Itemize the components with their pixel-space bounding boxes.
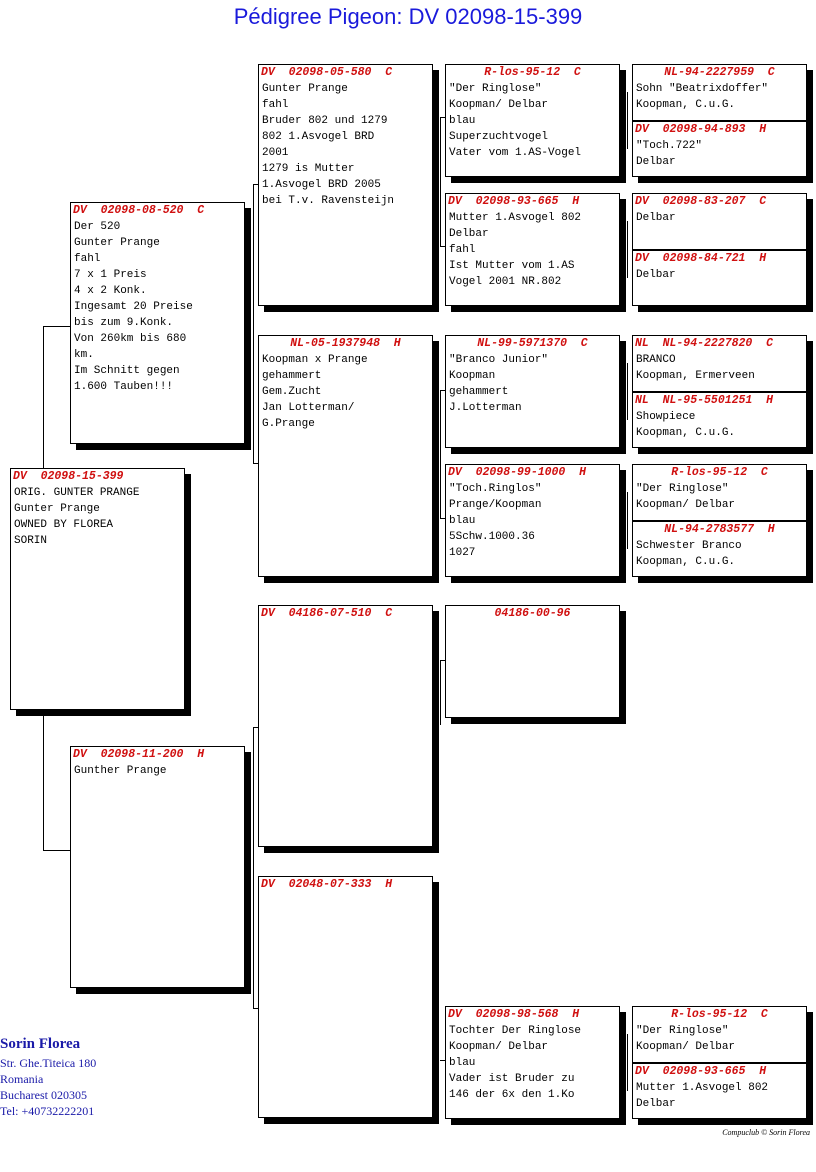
info-line: 5Schw.1000.36 (449, 531, 535, 543)
owner-address-line: Bucharest 020305 (0, 1088, 87, 1102)
info-line: J.Lotterman (449, 402, 522, 414)
info-line: Von 260km bis 680 (74, 333, 187, 345)
info-line: "Toch.Ringlos" (449, 483, 542, 495)
info-line: Koopman, C.u.G. (636, 427, 736, 439)
credit-footer: Compuclub © Sorin Florea (722, 1128, 810, 1137)
info-line: Koopman, C.u.G. (636, 556, 736, 568)
info-line: Gunter Prange (262, 83, 348, 95)
info-line: Gunter Prange (74, 237, 160, 249)
ring-number: DV 02098-08-520 C (73, 204, 205, 217)
card-body (259, 81, 432, 209)
card-body (71, 763, 244, 779)
info-line: fahl (74, 253, 101, 265)
pedigree-card-ddds (632, 1006, 807, 1063)
card-body (71, 219, 244, 395)
card-body (11, 485, 184, 549)
info-line: Vader ist Bruder zu (449, 1073, 575, 1085)
info-line: Ingesamt 20 Preise (74, 301, 193, 313)
connector (43, 850, 71, 851)
info-line: Tochter Der Ringlose (449, 1025, 582, 1037)
ring-number: DV 02098-93-665 H (635, 1065, 767, 1078)
ring-number: DV 04186-07-510 C (261, 607, 393, 620)
connector (43, 709, 44, 851)
ring-number: DV 02098-11-200 H (73, 748, 205, 761)
info-line: Im Schnitt gegen (74, 365, 180, 377)
info-line: Koopman/ Delbar (636, 1041, 736, 1053)
info-line: 1.600 Tauben!!! (74, 381, 174, 393)
info-line: 4 x 2 Konk. (74, 285, 147, 297)
pedigree-card-sdds (632, 464, 807, 521)
ring-number: R-los-95-12 C (484, 66, 581, 79)
info-line: Gunter Prange (14, 503, 100, 515)
pedigree-card-dss (445, 605, 620, 718)
connector (43, 326, 44, 469)
connector (253, 727, 254, 1009)
ring-number: NL NL-94-2227820 C (635, 337, 774, 350)
ring-number: NL-94-2783577 H (664, 523, 775, 536)
ring-number: DV 02098-05-580 C (261, 66, 393, 79)
card-body (446, 352, 619, 416)
ring-number: DV 02098-84-721 H (635, 252, 767, 265)
info-line: G.Prange (262, 418, 315, 430)
card-body (446, 81, 619, 161)
info-line: Superzuchtvogel (449, 131, 549, 143)
pedigree-card-ssss (632, 64, 807, 121)
card-body (446, 1023, 619, 1103)
info-line: Koopman x Prange (262, 354, 368, 366)
ring-number: NL NL-95-5501251 H (635, 394, 774, 407)
pedigree-card-subject (10, 468, 185, 710)
info-line: Mutter 1.Asvogel 802 (449, 212, 582, 224)
info-line: ORIG. GUNTER PRANGE (14, 487, 140, 499)
info-line: Koopman (449, 370, 496, 382)
info-line: Koopman/ Delbar (636, 499, 736, 511)
pedigree-card-sdss (632, 335, 807, 392)
card-body (446, 210, 619, 290)
info-line: SORIN (14, 535, 48, 547)
pedigree-card-sdsd (632, 392, 807, 448)
info-line: Delbar (449, 228, 489, 240)
pedigree-card-sss (445, 64, 620, 177)
info-line: Delbar (636, 269, 676, 281)
card-body (446, 481, 619, 561)
info-line: "Der Ringlose" (449, 83, 542, 95)
pedigree-card-dam-sire (258, 605, 433, 847)
ring-number: R-los-95-12 C (671, 1008, 768, 1021)
ring-number: DV 02098-93-665 H (448, 195, 580, 208)
pedigree-card-dddd (632, 1063, 807, 1119)
info-line: fahl (449, 244, 476, 256)
info-line: Koopman/ Delbar (449, 1041, 549, 1053)
info-line: Vogel 2001 NR.802 (449, 276, 562, 288)
pedigree-card-ddd (445, 1006, 620, 1119)
connector (440, 117, 441, 247)
info-line: Showpiece (636, 411, 696, 423)
info-line: OWNED BY FLOREA (14, 519, 114, 531)
info-line: gehammert (449, 386, 509, 398)
ring-number: R-los-95-12 C (671, 466, 768, 479)
ring-number: DV 02098-99-1000 H (448, 466, 587, 479)
info-line: 7 x 1 Preis (74, 269, 147, 281)
pedigree-card-sssd (632, 121, 807, 177)
info-line: bis zum 9.Konk. (74, 317, 174, 329)
connector (627, 1034, 628, 1091)
pedigree-card-ssds (632, 193, 807, 250)
info-line: fahl (262, 99, 289, 111)
connector (440, 390, 441, 519)
info-line: Koopman/ Delbar (449, 99, 549, 111)
ring-number: DV 02098-15-399 (13, 470, 124, 483)
info-line: 802 1.Asvogel BRD (262, 131, 375, 143)
info-line: Koopman, Ermerveen (636, 370, 755, 382)
pedigree-card-sdd (445, 464, 620, 577)
info-line: blau (449, 115, 476, 127)
ring-number: NL-99-5971370 C (477, 337, 588, 350)
info-line: "Branco Junior" (449, 354, 549, 366)
owner-address-line: Romania (0, 1072, 44, 1086)
connector (627, 363, 628, 420)
ring-number: NL-05-1937948 H (290, 337, 401, 350)
info-line: Delbar (636, 1098, 676, 1110)
connector (43, 326, 71, 327)
ring-number: DV 02048-07-333 H (261, 878, 393, 891)
info-line: km. (74, 349, 94, 361)
info-line: 2001 (262, 147, 289, 159)
info-line: blau (449, 515, 476, 527)
info-line: Schwester Branco (636, 540, 742, 552)
info-line: Vater vom 1.AS-Vogel (449, 147, 582, 159)
info-line: Ist Mutter vom 1.AS (449, 260, 575, 272)
pedigree-card-sire-sire (258, 64, 433, 306)
connector (253, 184, 254, 464)
pedigree-card-ssd (445, 193, 620, 306)
info-line: Bruder 802 und 1279 (262, 115, 388, 127)
info-line: "Der Ringlose" (636, 1025, 729, 1037)
connector (627, 221, 628, 278)
info-line: bei T.v. Ravensteijn (262, 195, 395, 207)
pedigree-card-sds (445, 335, 620, 448)
connector (627, 492, 628, 549)
owner-phone: Tel: +40732222201 (0, 1104, 95, 1118)
info-line: 1279 is Mutter (262, 163, 355, 175)
info-line: "Der Ringlose" (636, 483, 729, 495)
pedigree-card-sire-dam (258, 335, 433, 577)
info-line: 1.Asvogel BRD 2005 (262, 179, 381, 191)
info-line: Delbar (636, 212, 676, 224)
info-line: BRANCO (636, 354, 676, 366)
info-line: Koopman, C.u.G. (636, 99, 736, 111)
info-line: Prange/Koopman (449, 499, 542, 511)
info-line: 146 der 6x den 1.Ko (449, 1089, 575, 1101)
info-line: Der 520 (74, 221, 121, 233)
ring-number: DV 02098-83-207 C (635, 195, 767, 208)
info-line: gehammert (262, 370, 322, 382)
pedigree-card-sire (70, 202, 245, 444)
owner-name: Sorin Florea (0, 1036, 81, 1052)
info-line: Mutter 1.Asvogel 802 (636, 1082, 769, 1094)
pedigree-card-dam-dam (258, 876, 433, 1118)
info-line: Gunther Prange (74, 765, 167, 777)
info-line: Delbar (636, 156, 676, 168)
owner-address-line: Str. Ghe.Titeica 180 (0, 1056, 97, 1070)
connector (440, 660, 441, 725)
info-line: Jan Lotterman/ (262, 402, 355, 414)
pedigree-card-ssdd (632, 250, 807, 306)
card-body (259, 352, 432, 432)
connector (627, 92, 628, 149)
ring-number: DV 02098-98-568 H (448, 1008, 580, 1021)
owner-info (0, 1036, 96, 1119)
info-line: blau (449, 1057, 476, 1069)
info-line: "Toch.722" (636, 140, 703, 152)
info-line: 1027 (449, 547, 476, 559)
page-title: Pédigree Pigeon: DV 02098-15-399 (233, 4, 583, 29)
pedigree-card-dam (70, 746, 245, 988)
ring-number: 04186-00-96 (494, 607, 571, 620)
info-line: Sohn "Beatrixdoffer" (636, 83, 769, 95)
info-line: Gem.Zucht (262, 386, 322, 398)
ring-number: DV 02098-94-893 H (635, 123, 767, 136)
ring-number: NL-94-2227959 C (664, 66, 775, 79)
pedigree-card-sddd (632, 521, 807, 577)
